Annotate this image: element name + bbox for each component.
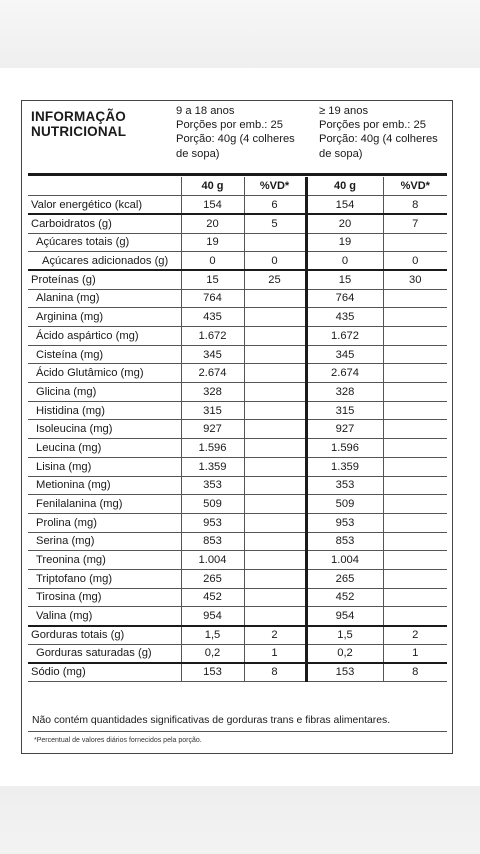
g2-amount: 154 <box>306 196 383 215</box>
table-row <box>28 532 447 551</box>
background-bottom <box>0 786 480 854</box>
g2-vd <box>383 532 447 551</box>
g1-amount: 1.004 <box>181 551 244 570</box>
g1-vd <box>244 233 306 252</box>
nutrient-name: Isoleucina (mg) <box>28 420 181 439</box>
g2-vd <box>383 457 447 476</box>
nutrient-name: Lisina (mg) <box>28 457 181 476</box>
g1-vd <box>244 551 306 570</box>
nutrient-name: Serina (mg) <box>28 532 181 551</box>
g2-amount: 1.004 <box>306 551 383 570</box>
table-row <box>28 439 447 458</box>
g2-vd <box>383 308 447 327</box>
g1-amount: 0 <box>181 252 244 271</box>
table-row <box>28 383 447 402</box>
nutrient-name: Gorduras totais (g) <box>28 626 181 645</box>
g1-amount: 954 <box>181 607 244 626</box>
title-line-1: INFORMAÇÃO <box>31 109 126 124</box>
g2-vd <box>383 364 447 383</box>
g2-vd: 7 <box>383 214 447 233</box>
g1-vd <box>244 401 306 420</box>
g2-vd <box>383 327 447 346</box>
nutrient-name: Leucina (mg) <box>28 439 181 458</box>
nutrient-name: Glicina (mg) <box>28 383 181 402</box>
g1-vd <box>244 476 306 495</box>
table-row <box>28 476 447 495</box>
g1-amount: 452 <box>181 588 244 607</box>
g2-vd: 30 <box>383 270 447 289</box>
g2-amount: 1.359 <box>306 457 383 476</box>
g1-vd <box>244 532 306 551</box>
g2-vd <box>383 289 447 308</box>
nutrient-name: Fenilalanina (mg) <box>28 495 181 514</box>
g2-amount: 435 <box>306 308 383 327</box>
g2-vd: 8 <box>383 196 447 215</box>
nutrient-name: Proteínas (g) <box>28 270 181 289</box>
table-row <box>28 626 447 645</box>
g1-amount: 19 <box>181 233 244 252</box>
nutrition-table <box>28 177 447 682</box>
g1-vd <box>244 607 306 626</box>
group-9-18-header <box>176 104 316 161</box>
nutrient-name: Treonina (mg) <box>28 551 181 570</box>
g1-amount: 0,2 <box>181 644 244 663</box>
nutrient-name: Carboidratos (g) <box>28 214 181 233</box>
g1-vd: 8 <box>244 663 306 682</box>
g1-amount: 328 <box>181 383 244 402</box>
group1-servings: Porções por emb.: 25 <box>176 119 283 132</box>
nutrient-name: Arginina (mg) <box>28 308 181 327</box>
nutrient-name: Sódio (mg) <box>28 663 181 682</box>
group1-age: 9 a 18 anos <box>176 105 235 117</box>
nutrient-name: Ácido aspártico (mg) <box>28 327 181 346</box>
g2-amount: 19 <box>306 233 383 252</box>
g1-vd: 5 <box>244 214 306 233</box>
table-row <box>28 588 447 607</box>
g2-amount: 953 <box>306 513 383 532</box>
g1-amount: 435 <box>181 308 244 327</box>
footnote-vd: *Percentual de valores diários fornecidos pela porção. <box>34 737 202 744</box>
table-row <box>28 270 447 289</box>
g1-amount: 154 <box>181 196 244 215</box>
g1-vd: 1 <box>244 644 306 663</box>
nutrient-name: Metionina (mg) <box>28 476 181 495</box>
background-top <box>0 0 480 68</box>
g2-vd <box>383 439 447 458</box>
g2-amount: 1.596 <box>306 439 383 458</box>
g1-amount: 853 <box>181 532 244 551</box>
g2-vd: 8 <box>383 663 447 682</box>
g1-vd: 25 <box>244 270 306 289</box>
g1-vd <box>244 345 306 364</box>
g1-amount: 2.674 <box>181 364 244 383</box>
g2-amount: 328 <box>306 383 383 402</box>
g1-amount: 153 <box>181 663 244 682</box>
group-19-plus-header <box>319 104 459 161</box>
table-row <box>28 327 447 346</box>
g1-amount: 1.359 <box>181 457 244 476</box>
g1-amount: 15 <box>181 270 244 289</box>
header-divider <box>28 173 447 176</box>
g1-vd <box>244 327 306 346</box>
nutrient-name: Gorduras saturadas (g) <box>28 644 181 663</box>
group1-portion-line2: de sopa) <box>176 147 220 160</box>
g2-vd: 0 <box>383 252 447 271</box>
g2-vd <box>383 476 447 495</box>
g1-vd <box>244 457 306 476</box>
g2-amount: 927 <box>306 420 383 439</box>
g2-amount: 1.672 <box>306 327 383 346</box>
g1-amount: 20 <box>181 214 244 233</box>
g2-vd: 2 <box>383 626 447 645</box>
g1-vd <box>244 513 306 532</box>
g2-vd <box>383 401 447 420</box>
nutrient-name: Valina (mg) <box>28 607 181 626</box>
nutrient-name: Valor energético (kcal) <box>28 196 181 215</box>
g2-amount: 954 <box>306 607 383 626</box>
g1-vd <box>244 439 306 458</box>
g2-vd <box>383 513 447 532</box>
nutrient-name: Cisteína (mg) <box>28 345 181 364</box>
group1-portion-line1: Porção: 40g (4 colheres <box>176 133 295 146</box>
nutrient-name: Tirosina (mg) <box>28 588 181 607</box>
g2-vd <box>383 495 447 514</box>
g2-amount: 452 <box>306 588 383 607</box>
table-row <box>28 420 447 439</box>
group2-servings: Porções por emb.: 25 <box>319 119 426 132</box>
table-row <box>28 289 447 308</box>
column-header-g2-vd: %VD* <box>383 177 447 196</box>
table-row <box>28 607 447 626</box>
g1-vd: 2 <box>244 626 306 645</box>
g1-amount: 764 <box>181 289 244 308</box>
g2-vd <box>383 383 447 402</box>
group2-portion-line2: de sopa) <box>319 147 363 160</box>
table-row <box>28 233 447 252</box>
g1-vd: 6 <box>244 196 306 215</box>
g1-vd: 0 <box>244 252 306 271</box>
g1-amount: 953 <box>181 513 244 532</box>
g2-amount: 153 <box>306 663 383 682</box>
table-row <box>28 457 447 476</box>
g2-amount: 15 <box>306 270 383 289</box>
nutrient-name: Açúcares totais (g) <box>28 233 181 252</box>
g1-vd <box>244 383 306 402</box>
g1-vd <box>244 569 306 588</box>
nutrient-name: Histidina (mg) <box>28 401 181 420</box>
g2-vd <box>383 569 447 588</box>
table-row <box>28 495 447 514</box>
g2-vd <box>383 233 447 252</box>
table-row <box>28 214 447 233</box>
g2-vd <box>383 345 447 364</box>
g2-vd <box>383 420 447 439</box>
nutrient-name: Açúcares adicionados (g) <box>28 252 181 271</box>
g1-vd <box>244 420 306 439</box>
nutrition-label <box>21 100 453 754</box>
nutrient-name: Prolina (mg) <box>28 513 181 532</box>
g1-amount: 315 <box>181 401 244 420</box>
label-title <box>31 109 171 139</box>
g2-vd <box>383 607 447 626</box>
g1-vd <box>244 588 306 607</box>
nutrient-name: Alanina (mg) <box>28 289 181 308</box>
g2-amount: 2.674 <box>306 364 383 383</box>
g2-vd <box>383 551 447 570</box>
g1-amount: 345 <box>181 345 244 364</box>
group2-age: ≥ 19 anos <box>319 105 369 117</box>
column-header-g1-vd: %VD* <box>244 177 306 196</box>
g2-amount: 0 <box>306 252 383 271</box>
g1-vd <box>244 289 306 308</box>
g2-vd <box>383 588 447 607</box>
column-header-nutrient <box>28 177 181 196</box>
table-row <box>28 401 447 420</box>
g2-amount: 265 <box>306 569 383 588</box>
table-row <box>28 196 447 215</box>
nutrient-name: Ácido Glutâmico (mg) <box>28 364 181 383</box>
column-header-g1-amount: 40 g <box>181 177 244 196</box>
g1-amount: 353 <box>181 476 244 495</box>
g1-amount: 265 <box>181 569 244 588</box>
column-header-row <box>28 177 447 196</box>
nutrient-name: Triptofano (mg) <box>28 569 181 588</box>
g1-vd <box>244 495 306 514</box>
table-row <box>28 663 447 682</box>
g1-amount: 927 <box>181 420 244 439</box>
g1-amount: 1,5 <box>181 626 244 645</box>
group2-portion-line1: Porção: 40g (4 colheres <box>319 133 438 146</box>
table-row <box>28 364 447 383</box>
table-row <box>28 308 447 327</box>
g2-amount: 764 <box>306 289 383 308</box>
table-row <box>28 252 447 271</box>
g1-amount: 1.596 <box>181 439 244 458</box>
footnote-divider <box>28 731 447 732</box>
g1-vd <box>244 364 306 383</box>
g2-vd: 1 <box>383 644 447 663</box>
table-row <box>28 345 447 364</box>
g2-amount: 853 <box>306 532 383 551</box>
g2-amount: 509 <box>306 495 383 514</box>
title-line-2: NUTRICIONAL <box>31 124 127 139</box>
g2-amount: 345 <box>306 345 383 364</box>
g1-vd <box>244 308 306 327</box>
table-row <box>28 644 447 663</box>
g1-amount: 509 <box>181 495 244 514</box>
g2-amount: 0,2 <box>306 644 383 663</box>
g2-amount: 20 <box>306 214 383 233</box>
label-header <box>22 101 452 173</box>
table-row <box>28 569 447 588</box>
g2-amount: 315 <box>306 401 383 420</box>
g2-amount: 353 <box>306 476 383 495</box>
footnote-main: Não contém quantidades significativas de gorduras trans e fibras alimentares. <box>32 715 391 726</box>
table-row <box>28 551 447 570</box>
column-header-g2-amount: 40 g <box>306 177 383 196</box>
g1-amount: 1.672 <box>181 327 244 346</box>
g2-amount: 1,5 <box>306 626 383 645</box>
table-row <box>28 513 447 532</box>
